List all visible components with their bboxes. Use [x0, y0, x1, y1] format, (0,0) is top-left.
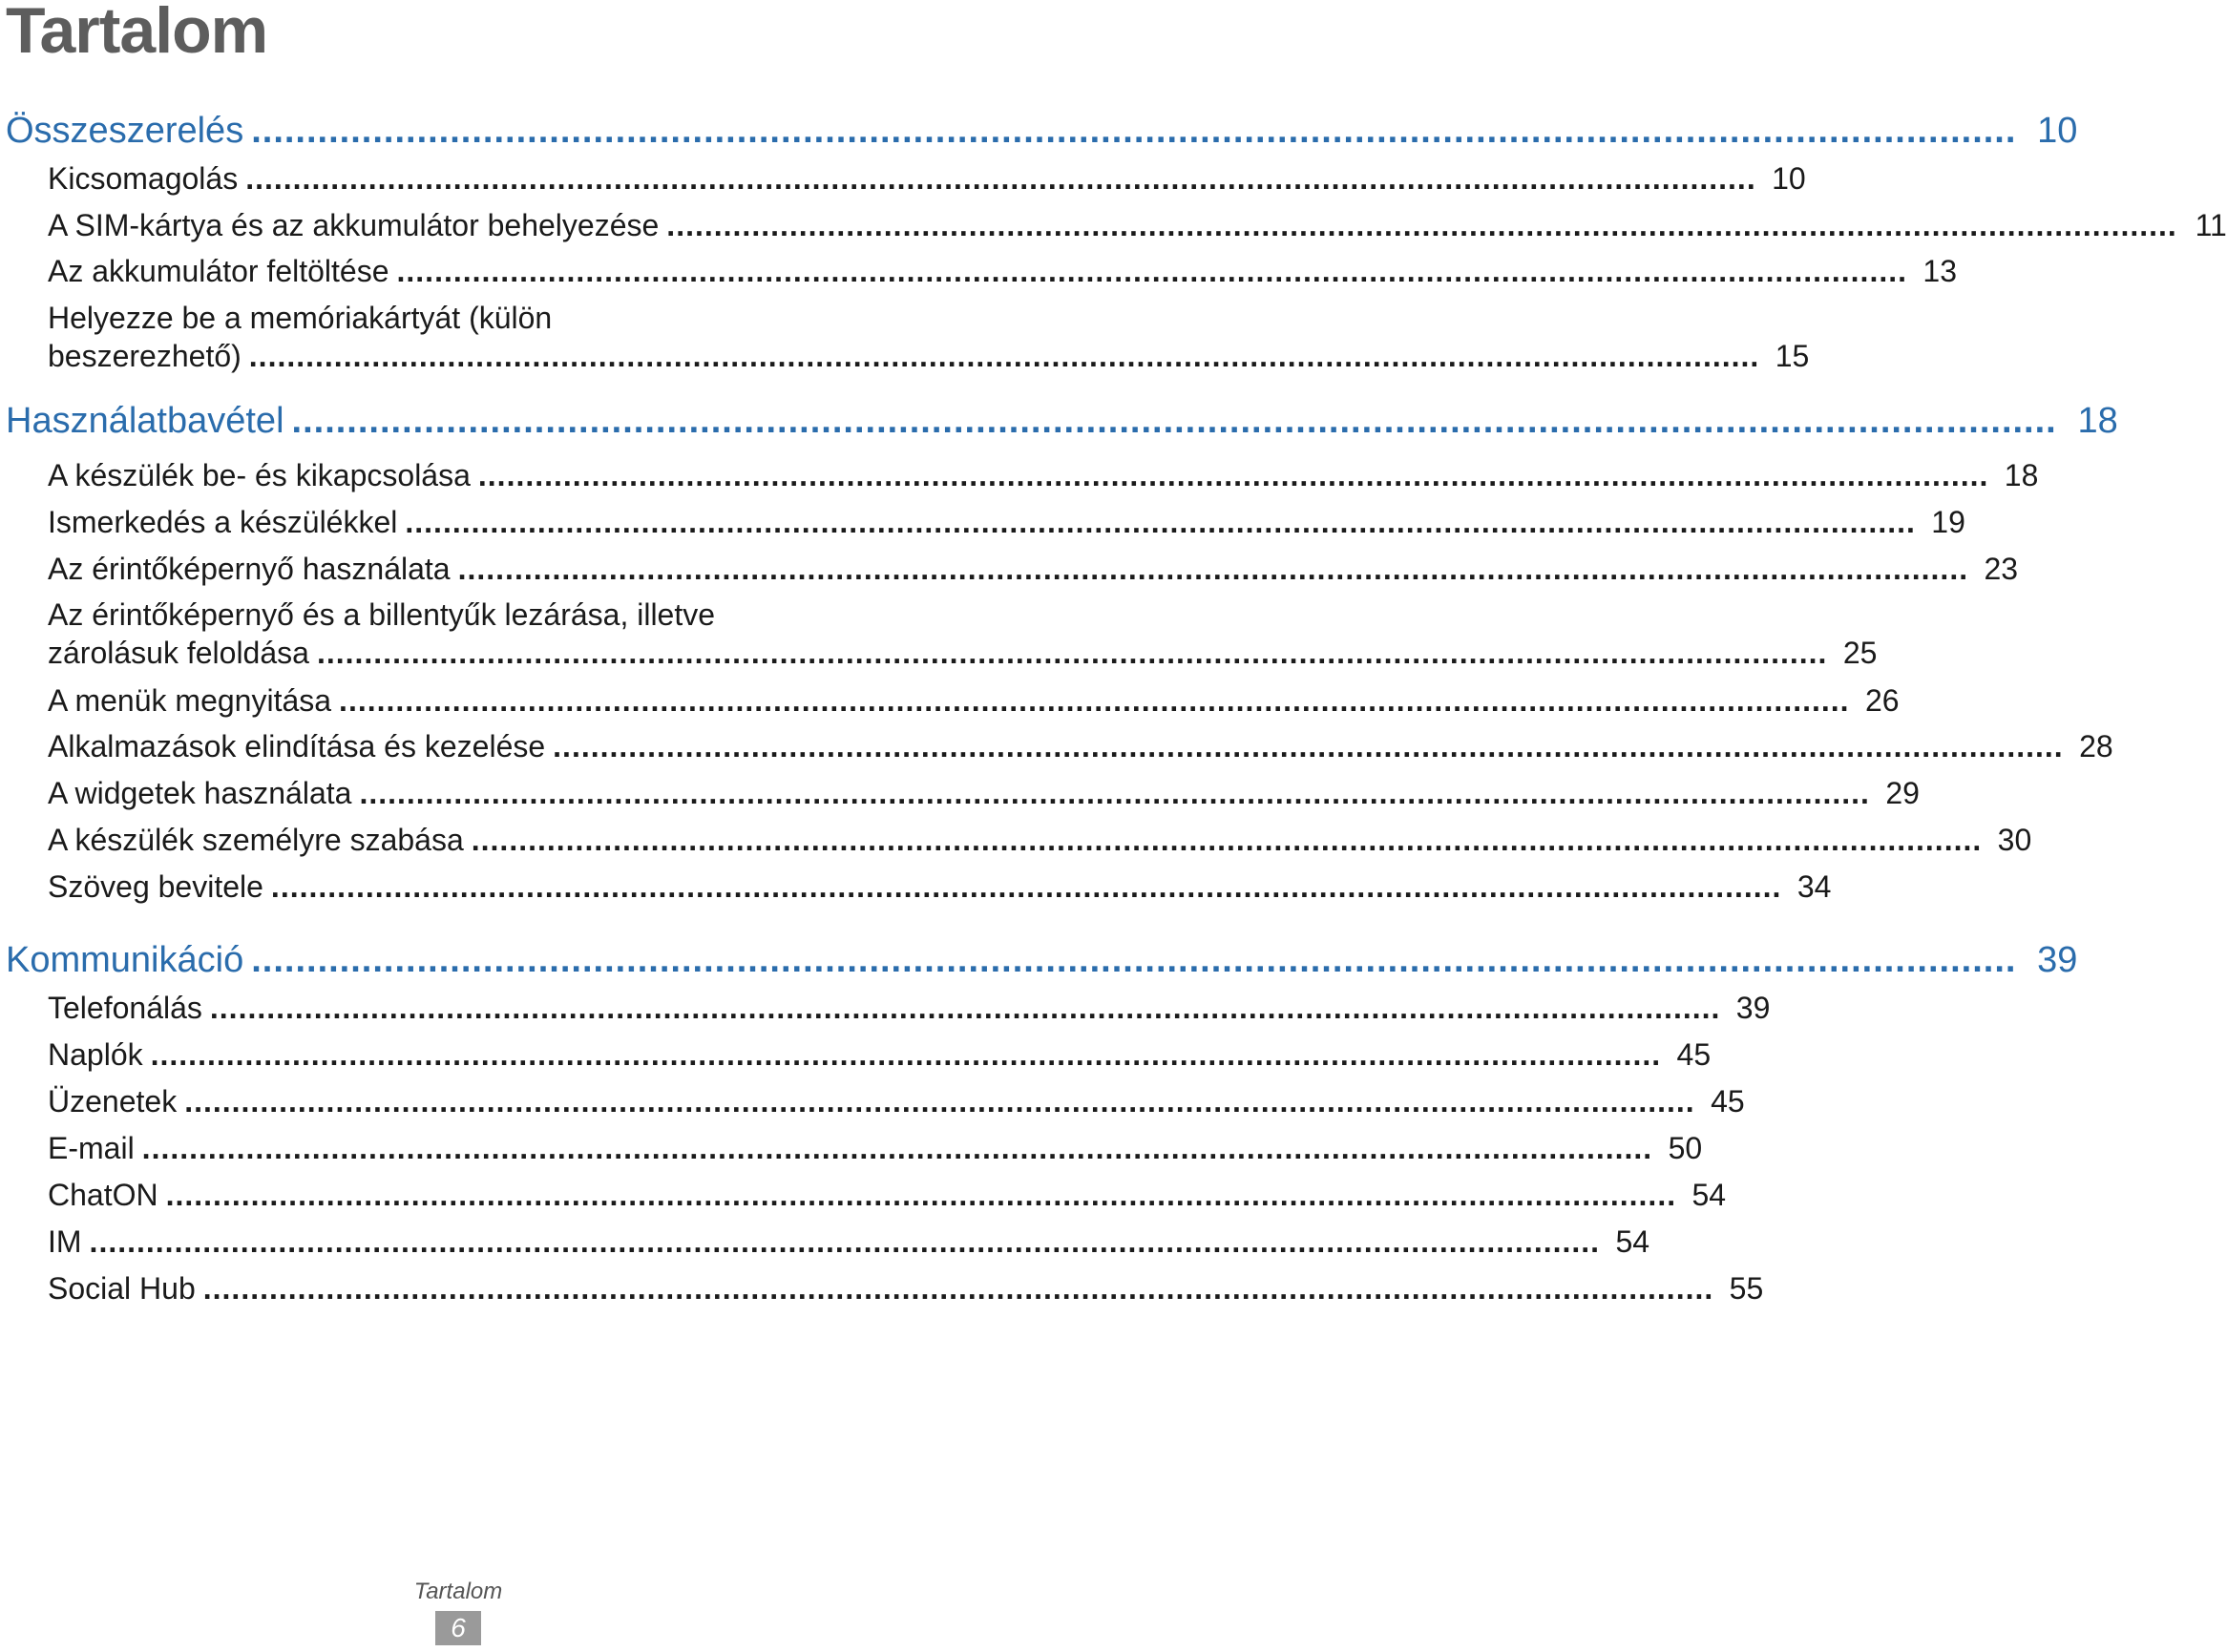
toc-section-hasznalatbavetel[interactable] — [6, 401, 2118, 442]
toc-section-page: 39 — [2037, 940, 2078, 980]
toc-item-line1[interactable] — [48, 301, 909, 336]
dot-leader: ................................................................................................................................................................ — [202, 1271, 1714, 1306]
toc-section-page: 18 — [2077, 401, 2118, 441]
page-title: Tartalom — [6, 0, 268, 67]
toc-item-page: 11 — [2195, 208, 2227, 242]
toc-item[interactable] — [48, 505, 1965, 540]
toc-item-label: Alkalmazások elindítása és kezelése — [48, 729, 546, 763]
toc-item[interactable] — [48, 683, 1900, 719]
toc-item-page: 50 — [1668, 1131, 1703, 1165]
toc-item-page: 54 — [1615, 1224, 1650, 1259]
dot-leader: ................................................................................................................................................................ — [339, 683, 1850, 718]
toc-item-page: 28 — [2079, 729, 2113, 763]
toc-item[interactable] — [48, 1037, 1712, 1073]
toc-item[interactable] — [48, 1271, 1764, 1307]
toc-item-label: Üzenetek — [48, 1084, 178, 1119]
toc-item-page: 55 — [1729, 1271, 1764, 1306]
toc-item-label: Naplók — [48, 1037, 143, 1072]
toc-item[interactable] — [48, 254, 1957, 289]
toc-item-page: 23 — [1984, 552, 2019, 586]
dot-leader: ................................................................................................................................................................ — [248, 339, 1760, 373]
toc-item[interactable] — [48, 1131, 1703, 1166]
dot-leader: ................................................................................................................................................................ — [141, 1131, 1653, 1165]
dot-leader: ................................................................................................................................................................ — [291, 401, 2057, 441]
toc-item-label: A widgetek használata — [48, 776, 352, 810]
toc-item-page: 18 — [2004, 458, 2039, 492]
toc-item-label: A készülék be- és kikapcsolása — [48, 458, 471, 492]
toc-item-label: A készülék személyre szabása — [48, 823, 464, 857]
toc-item-label: IM — [48, 1224, 82, 1259]
toc-item[interactable] — [48, 208, 2227, 243]
footer-page-number: 6 — [435, 1611, 481, 1645]
toc-item[interactable] — [48, 776, 1920, 811]
toc-item-label: Ismerkedés a készülékkel — [48, 505, 398, 539]
toc-item-page: 39 — [1735, 991, 1771, 1025]
dot-leader: ................................................................................................................................................................ — [184, 1084, 1695, 1119]
toc-item[interactable] — [48, 161, 1806, 197]
toc-item-label: Kicsomagolás — [48, 161, 239, 196]
dot-leader: ................................................................................................................................................................ — [316, 636, 1828, 670]
dot-leader: ................................................................................................................................................................ — [251, 111, 2017, 151]
dot-leader: ................................................................................................................................................................ — [359, 776, 1870, 810]
toc-section-label: Kommunikáció — [6, 940, 244, 980]
toc-item-page: 34 — [1796, 869, 1832, 904]
toc-item[interactable] — [48, 1084, 1745, 1119]
toc-item-label: A SIM-kártya és az akkumulátor behelyezése — [48, 208, 660, 242]
toc-item[interactable] — [48, 991, 1771, 1026]
dot-leader: ................................................................................................................................................................ — [89, 1224, 1601, 1259]
toc-item[interactable] — [48, 729, 2113, 764]
toc-item-page: 26 — [1864, 683, 1900, 718]
toc-item-label: ChatON — [48, 1178, 158, 1212]
dot-leader: ................................................................................................................................................................ — [165, 1178, 1677, 1212]
toc-item[interactable] — [48, 552, 2019, 587]
dot-leader: ................................................................................................................................................................ — [477, 458, 1989, 492]
toc-item-page: 45 — [1676, 1037, 1712, 1072]
toc-item-label: zárolásuk feloldása — [48, 636, 309, 670]
toc-item-page: 25 — [1842, 636, 1878, 670]
toc-section-page: 10 — [2037, 111, 2078, 151]
toc-item-page: 45 — [1711, 1084, 1745, 1119]
dot-leader: ................................................................................................................................................................ — [245, 161, 1756, 196]
toc-item-label-line1: Az érintőképernyő és a billentyűk lezárása, illetve — [48, 597, 716, 632]
toc-item-page: 54 — [1691, 1178, 1727, 1212]
dot-leader: ................................................................................................................................................................ — [666, 208, 2177, 242]
toc-item[interactable] — [48, 458, 2039, 493]
footer-label: Tartalom — [413, 1579, 503, 1604]
toc-item-page: 30 — [1997, 823, 2032, 857]
toc-item-page: 29 — [1885, 776, 1920, 810]
dot-leader: ................................................................................................................................................................ — [553, 729, 2064, 763]
dot-leader: ................................................................................................................................................................ — [457, 552, 1969, 586]
dot-leader: ................................................................................................................................................................ — [396, 254, 1907, 288]
toc-section-osszeszereles[interactable] — [6, 111, 2078, 152]
toc-item-label: beszerezhető) — [48, 339, 242, 373]
toc-item-label: Szöveg bevitele — [48, 869, 263, 904]
toc-item[interactable] — [48, 823, 2032, 858]
toc-item-label-line1: Helyezze be a memóriakártyát (külön — [48, 301, 553, 335]
dot-leader: ................................................................................................................................................................ — [251, 940, 2017, 980]
dot-leader: ................................................................................................................................................................ — [471, 823, 1983, 857]
toc-item-page: 19 — [1931, 505, 1965, 539]
toc-item-label: Social Hub — [48, 1271, 196, 1306]
toc-item[interactable] — [48, 636, 1878, 671]
toc-item-label: Telefonálás — [48, 991, 202, 1025]
toc-item-label: Az érintőképernyő használata — [48, 552, 451, 586]
toc-section-label: Összeszerelés — [6, 111, 244, 151]
toc-item[interactable] — [48, 1224, 1650, 1260]
toc-item-label: E-mail — [48, 1131, 135, 1165]
toc-item-label: A menük megnyitása — [48, 683, 332, 718]
toc-item[interactable] — [48, 1178, 1727, 1213]
dot-leader: ................................................................................................................................................................ — [405, 505, 1916, 539]
dot-leader: ................................................................................................................................................................ — [270, 869, 1782, 904]
toc-item[interactable] — [48, 339, 1810, 374]
toc-item-label: Az akkumulátor feltöltése — [48, 254, 389, 288]
toc-section-kommunikacio[interactable] — [6, 940, 2078, 981]
toc-item-page: 13 — [1922, 254, 1957, 288]
toc-item[interactable] — [48, 869, 1832, 905]
dot-leader: ................................................................................................................................................................ — [209, 991, 1721, 1025]
toc-item-page: 10 — [1772, 161, 1806, 196]
toc-section-label: Használatbavétel — [6, 401, 284, 441]
toc-item-page: 15 — [1775, 339, 1810, 373]
toc-item-line1[interactable] — [48, 597, 909, 633]
dot-leader: ................................................................................................................................................................ — [150, 1037, 1662, 1072]
